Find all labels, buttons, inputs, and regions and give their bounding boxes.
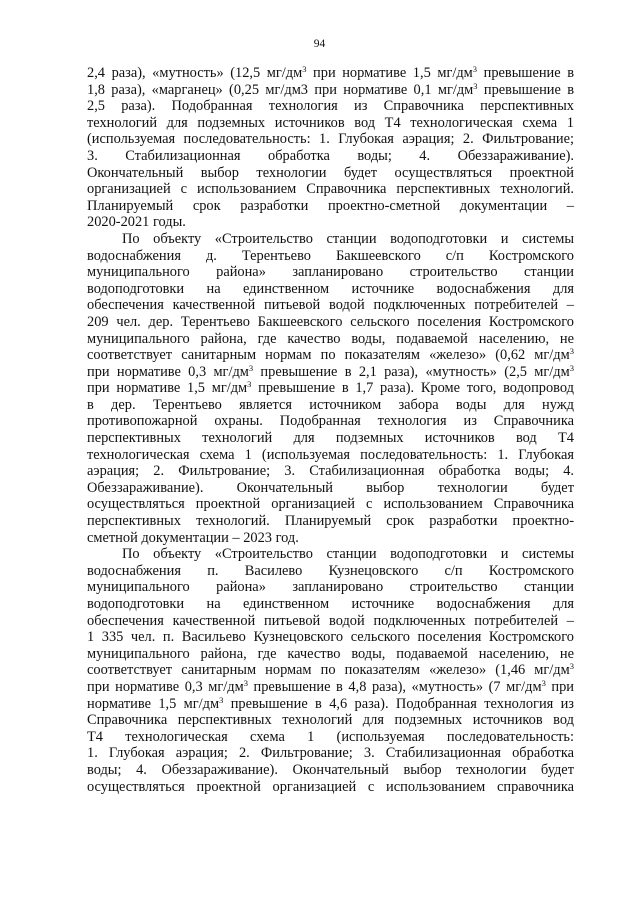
text-run: превышение в 4,8 раза), «мутность» (7 мг/дм [247,678,542,695]
text-run: перспективных технологий для подземных источников вод Т4 [87,430,574,447]
text-run: соответствует санитарным нормам по показателям «железо» (0,62 мг/дм [87,347,570,364]
text-line [87,762,574,779]
text-run: По объекту «Строительство станции водоподготовки и системы [122,546,574,563]
text-line [87,281,574,298]
superscript: 3 [247,379,252,390]
text-run: 1. Глубокая аэрация; 2. Фильтрование; 3. Стабилизационная обработка [87,745,574,762]
text-line [87,314,574,331]
text-run: превышение в 1,7 раза). Кроме того, водопровод [251,380,574,397]
text-run: превышение в [477,81,574,98]
text-line [87,779,574,796]
text-run: нормативе 1,5 мг/дм [87,695,220,712]
text-line [87,447,574,464]
text-line [87,530,574,547]
text-line [87,629,574,646]
text-line [87,513,574,530]
text-line [87,662,574,679]
text-run: (используемая последовательность: 1. Глубокая аэрация; 2. Фильтрование; [87,131,574,148]
text-run: Планируемый срок разработки проектно-сметной документации – [87,197,574,214]
superscript: 3 [248,362,254,373]
text-line [87,131,574,148]
text-run: 2020-2021 годы. [87,214,186,231]
text-line [87,98,574,115]
text-line [87,148,574,165]
text-line [87,397,574,414]
text-line [87,331,574,348]
superscript: 3 [541,677,546,688]
text-run: при нормативе 1,5 мг/дм [87,380,248,397]
text-run: 3. Стабилизационная обработка воды; 4. Обеззараживание). [87,147,574,164]
text-line [87,696,574,713]
text-run: обеспечения качественной питьевой водой подключенных потребителей – [87,297,574,314]
text-run: перспективных технологий. Планируемый срок разработки проектно- [87,513,574,530]
superscript: 3 [569,661,574,672]
text-line [87,563,574,580]
text-run: сметной документации – 2023 год. [87,529,299,546]
text-run: организацией с использованием Справочника перспективных технологий. [87,181,574,198]
text-run: аэрация; 2. Фильтрование; 3. Стабилизационная обработка воды; 4. [87,463,574,480]
text-run: водоподготовки на единственном источнике водоснабжения для [87,280,574,297]
text-line [87,214,574,231]
body-text [87,65,574,795]
text-run: превышение в [477,65,574,81]
superscript: 3 [569,346,574,357]
text-line [87,297,574,314]
text-run: водоснабжения п. Василево Кузнецовского с/п Костромского [87,562,574,579]
text-line [87,646,574,663]
text-run: муниципального района, где качество воды, подаваемой населению, не [87,330,574,347]
text-run: в дер. Терентьево является источником забора воды для нужд [87,396,574,413]
text-line [87,198,574,215]
text-run: 1,8 раза), «марганец» (0,25 мг/дм3 при нормативе 0,1 мг/дм [87,81,474,98]
text-run: при нормативе 0,3 мг/дм [87,363,249,380]
text-run: при [545,678,574,695]
text-run: технологий для подземных источников вод Т4 технологическая схема 1 [87,114,574,131]
text-line [87,596,574,613]
text-run: 209 чел. дер. Терентьево Бакшеевского сельского поселения Костромского [87,313,574,330]
text-run: Обеззараживание). Окончательный выбор технологии будет [87,479,574,496]
text-run: По объекту «Строительство станции водоподготовки и системы [122,230,574,247]
text-line [87,181,574,198]
text-line [87,712,574,729]
text-run: при нормативе 0,3 мг/дм [87,678,244,695]
superscript: 3 [472,64,478,74]
text-run: обеспечения качественной питьевой водой подключенных потребителей – [87,612,574,629]
text-line [87,679,574,696]
text-run: муниципального района, где качество воды, подаваемой населению, не [87,645,574,662]
text-run: Справочника перспективных технологий для подземных источников вод [87,712,574,729]
text-run: водоснабжения д. Терентьево Бакшеевского с/п Костромского [87,247,574,264]
text-line [87,248,574,265]
text-run: противопожарной охраны. Подобранная технология из Справочника [87,413,574,430]
superscript: 3 [473,80,478,91]
text-line [87,231,574,248]
text-line [87,364,574,381]
text-line [87,82,574,99]
text-line [87,165,574,182]
text-line [87,115,574,132]
text-run: муниципального района» запланировано строительство станции [87,579,574,596]
text-run: осуществляться проектной организацией с использованием Справочника [87,496,574,513]
text-line [87,65,574,82]
text-line [87,480,574,497]
text-line [87,264,574,281]
text-run: Т4 технологическая схема 1 (используемая последовательность: [87,728,574,745]
text-run: 2,5 раза). Подобранная технология из Справочника перспективных [87,98,574,115]
text-run: при нормативе 1,5 мг/дм [306,65,473,81]
superscript: 3 [243,677,248,688]
text-line [87,380,574,397]
text-run: воды; 4. Обеззараживание). Окончательный выбор технологии будет [87,761,574,778]
text-run: технологическая схема 1 (используемая последовательность: 1. Глубокая [87,446,574,463]
page-number: 94 [313,38,326,50]
text-run: превышение в 2,1 раза), «мутность» (2,5 мг/дм [253,363,570,380]
text-run: превышение в 4,6 раза). Подобранная технология из [223,695,574,712]
text-line [87,729,574,746]
text-line [87,745,574,762]
text-line [87,613,574,630]
superscript: 3 [302,64,307,74]
text-line [87,430,574,447]
superscript: 3 [569,362,574,373]
text-run: муниципального района» запланировано строительство станции [87,264,574,281]
text-line [87,579,574,596]
text-run: соответствует санитарным нормам по показателям «железо» (1,46 мг/дм [87,662,570,679]
text-run: 1 335 чел. п. Васильево Кузнецовского сельского поселения Костромского [87,629,574,646]
superscript: 3 [219,694,224,705]
text-run: Окончательный выбор технологии будет осуществляться проектной [87,164,574,181]
text-line [87,347,574,364]
text-run: 2,4 раза), «мутность» (12,5 мг/дм [87,65,303,81]
text-line [87,463,574,480]
text-run: осуществляться проектной организацией с использованием справочника [87,778,574,795]
text-run: водоподготовки на единственном источнике водоснабжения для [87,596,574,612]
text-line [87,413,574,430]
text-line [87,496,574,513]
text-line [87,546,574,563]
